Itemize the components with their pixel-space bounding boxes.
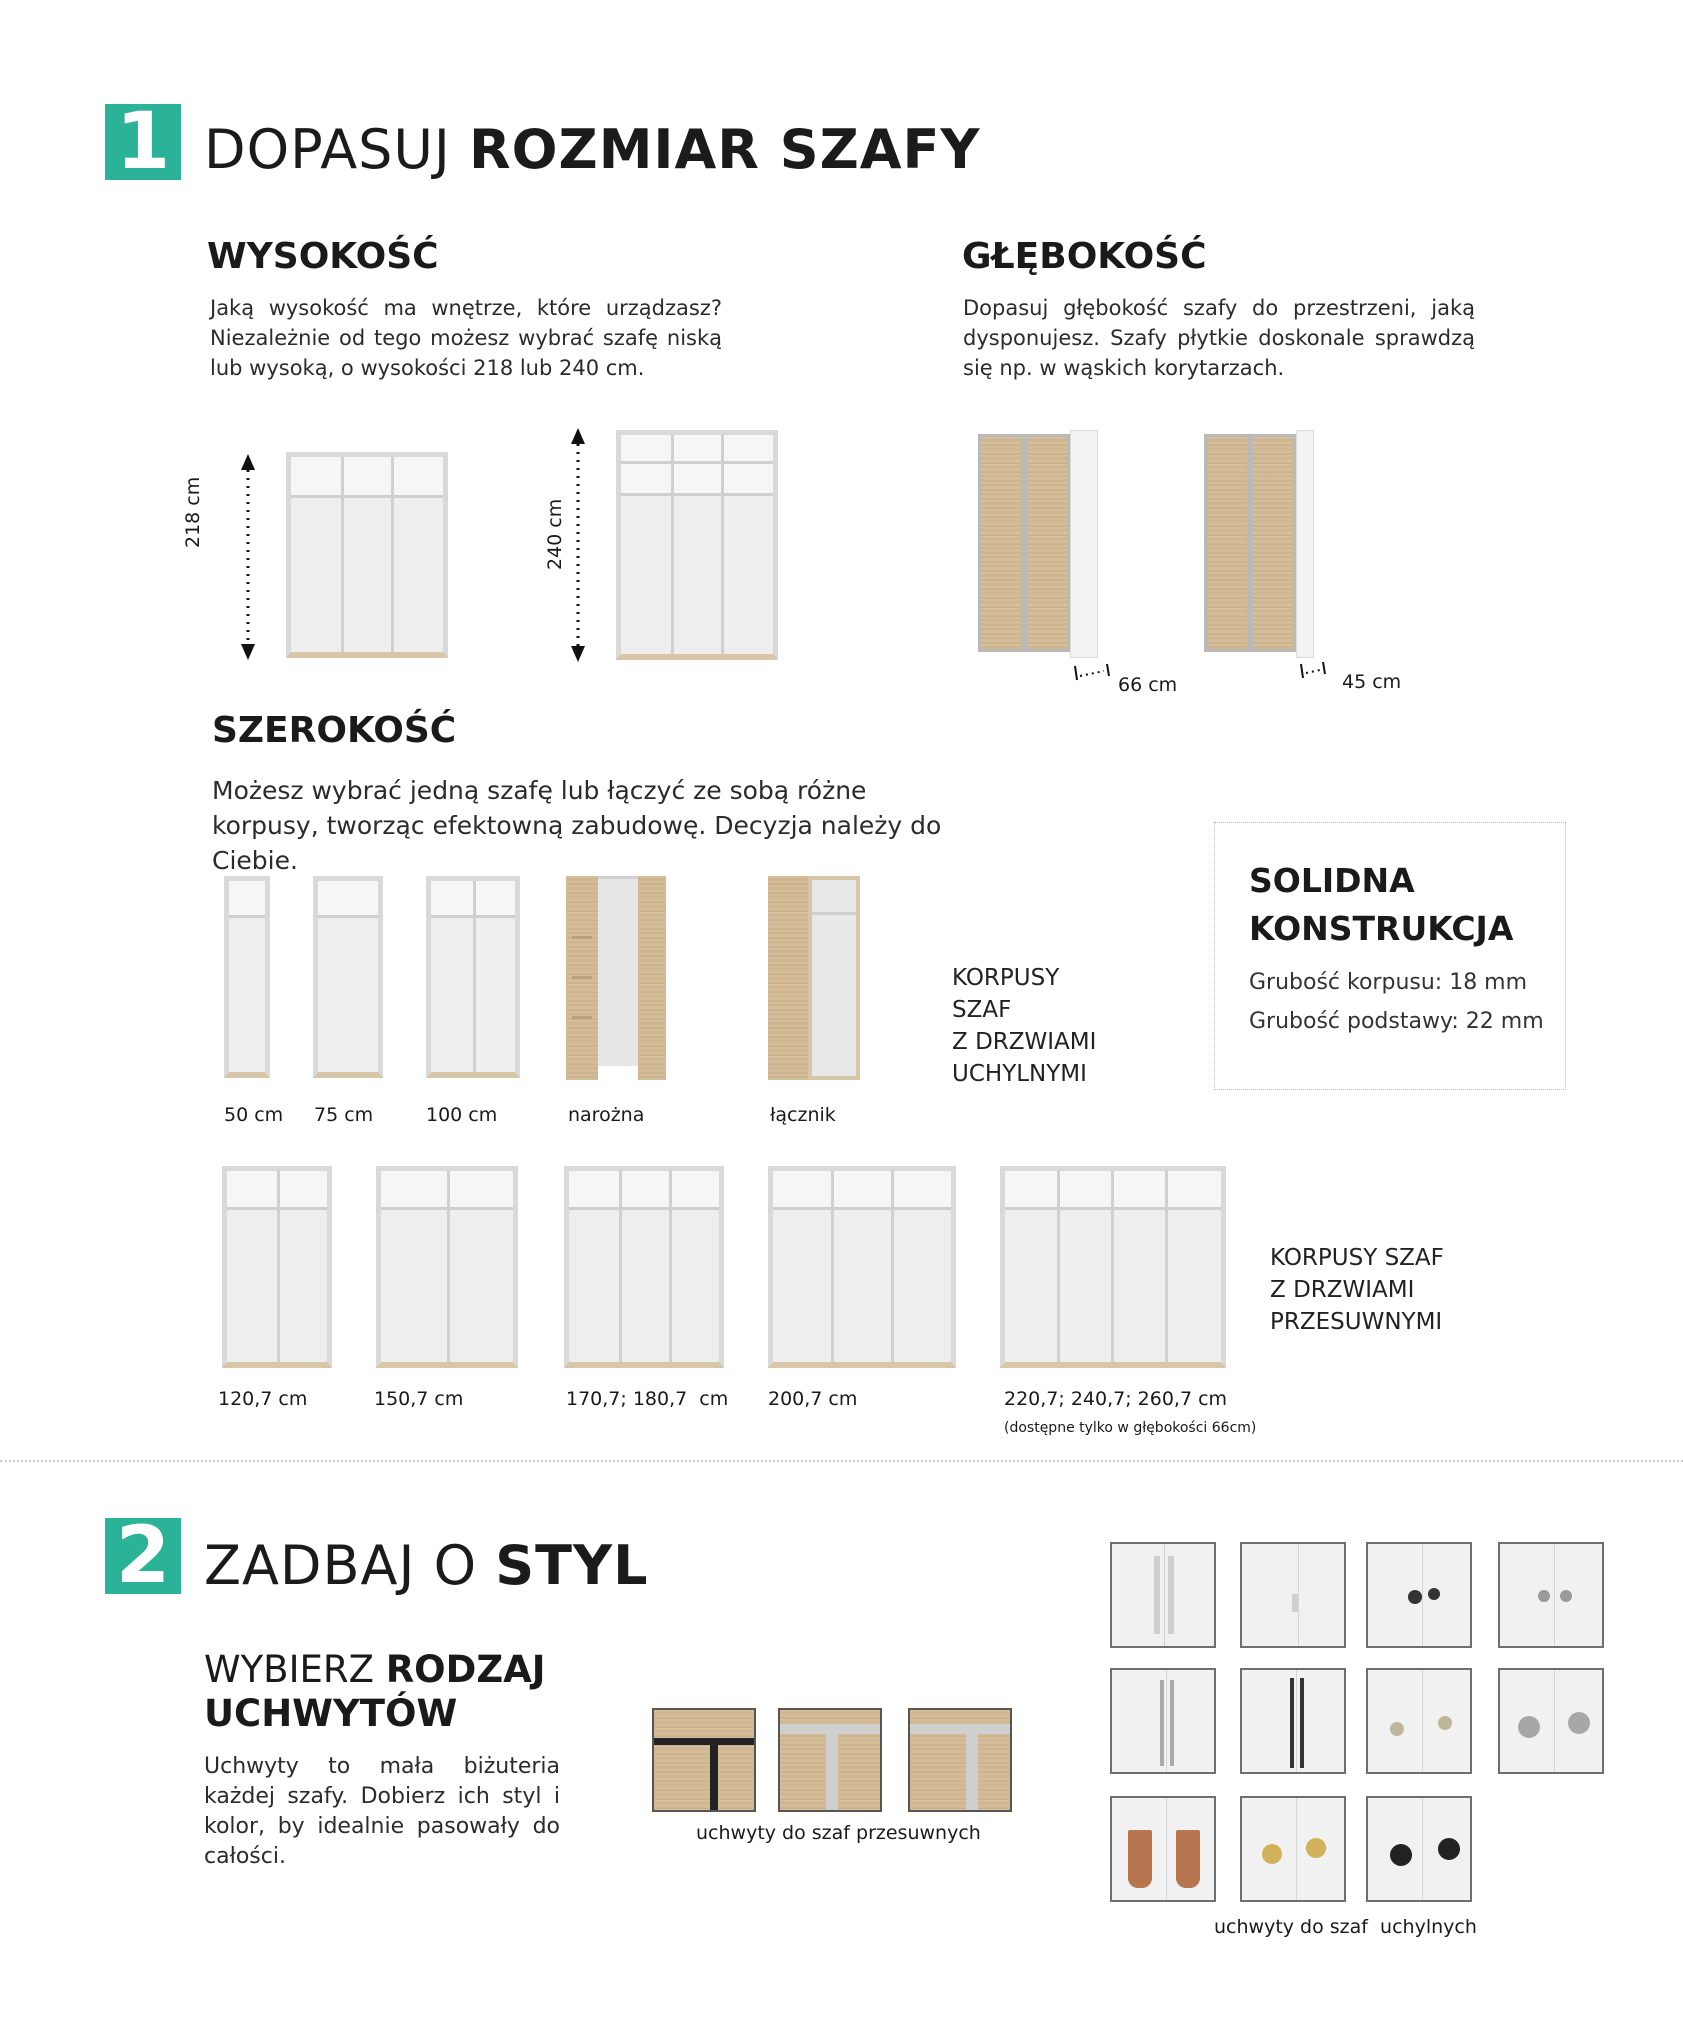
hinged-label-corner: narożna [568, 1104, 645, 1126]
hinged-handle-silver-bar-long [1110, 1542, 1216, 1648]
hinged-handle-leather-tab [1110, 1796, 1216, 1902]
handles-text: Uchwyty to mała biżuteria każdej szafy. Dobierz ich styl i kolor, by idealnie pasowały do całości. [204, 1754, 560, 1869]
sliding-note: (dostępne tylko w głębokości 66cm) [1004, 1420, 1257, 1436]
hinged-group-label: KORPUSY SZAF Z DRZWIAMI UCHYLNYMI [952, 965, 1097, 1087]
height-218-label: 218 cm [182, 476, 204, 548]
hinged-100 [426, 876, 520, 1078]
depth-heading: GŁĘBOKOŚĆ [962, 236, 1207, 277]
section-2-title [204, 1534, 649, 1597]
construction-box [1214, 822, 1566, 1090]
sliding-200 [768, 1166, 956, 1368]
hinged-handle-silver-short [1240, 1542, 1346, 1648]
sliding-label-170-180: 170,7; 180,7 cm [566, 1388, 729, 1410]
wardrobe-240 [616, 430, 778, 660]
sliding-label-150: 150,7 cm [374, 1388, 464, 1410]
hinged-connector [768, 876, 860, 1080]
section-2-title-bold: STYL [495, 1534, 649, 1597]
depth-45-marker [1298, 662, 1328, 680]
hinged-handle-black-round [1366, 1796, 1472, 1902]
height-240-arrow [566, 428, 590, 662]
hinged-handles-caption: uchwyty do szaf uchylnych [1214, 1916, 1477, 1938]
hinged-handle-black-bar [1240, 1668, 1346, 1774]
depth-45-label: 45 cm [1342, 671, 1402, 693]
width-text: Możesz wybrać jedną szafę lub łączyć ze sobą różne korpusy, tworząc efektowną zabudowę. Decyzja należy do Ciebie. [212, 776, 942, 875]
depth-66-marker [1072, 664, 1112, 682]
hinged-label-100: 100 cm [426, 1104, 498, 1126]
section-2-number: 2 [105, 1518, 181, 1594]
hinged-handle-brass-knob [1366, 1668, 1472, 1774]
construction-line-2: Grubość podstawy: 22 mm [1249, 1009, 1544, 1034]
hinged-handle-silver-bar [1110, 1668, 1216, 1774]
section-2-title-light: ZADBAJ O [204, 1534, 478, 1597]
height-218-arrow [236, 454, 260, 660]
handles-heading [204, 1648, 546, 1736]
sliding-170-180 [564, 1166, 724, 1368]
wardrobe-depth-66 [974, 430, 1102, 658]
hinged-label-connector: łącznik [770, 1104, 836, 1126]
section-1-title [204, 118, 981, 181]
height-240-label: 240 cm [544, 498, 566, 570]
sliding-label-120: 120,7 cm [218, 1388, 308, 1410]
hinged-50 [224, 876, 270, 1078]
sliding-220-260 [1000, 1166, 1226, 1368]
sliding-handle-silver-2 [908, 1708, 1012, 1812]
wardrobe-depth-45 [1200, 430, 1318, 658]
handles-heading-bold-2: UCHWYTÓW [204, 1692, 458, 1735]
handles-heading-bold-1: RODZAJ [385, 1648, 546, 1691]
hinged-label-50: 50 cm [224, 1104, 284, 1126]
construction-line-1: Grubość korpusu: 18 mm [1249, 970, 1528, 995]
hinged-handle-black-knob [1366, 1542, 1472, 1648]
hinged-label-75: 75 cm [314, 1104, 374, 1126]
sliding-handle-silver-1 [778, 1708, 882, 1812]
construction-title-1: SOLIDNA [1249, 861, 1415, 900]
height-text: Jaką wysokość ma wnętrze, które urządzasz? Niezależnie od tego możesz wybrać szafę niską lub wysoką, o wysokości 218 lub 240 cm. [210, 296, 722, 380]
width-heading: SZEROKOŚĆ [212, 710, 457, 751]
sliding-label-220-260: 220,7; 240,7; 260,7 cm [1004, 1388, 1228, 1410]
height-heading: WYSOKOŚĆ [207, 236, 439, 277]
sliding-label-200: 200,7 cm [768, 1388, 858, 1410]
handles-heading-light: WYBIERZ [204, 1648, 374, 1691]
depth-text: Dopasuj głębokość szafy do przestrzeni, jaką dysponujesz. Szafy płytkie doskonale sprawdzą się np. w wąskich korytarzach. [963, 296, 1475, 380]
section-1-number: 1 [105, 104, 181, 180]
hinged-handle-steel-knob [1498, 1542, 1604, 1648]
sliding-group-label: KORPUSY SZAF Z DRZWIAMI PRZESUWNYMI [1270, 1245, 1444, 1335]
section-divider [0, 1460, 1683, 1462]
sliding-120 [222, 1166, 332, 1368]
hinged-handle-gold-knob [1240, 1796, 1346, 1902]
hinged-handle-chrome-knob [1498, 1668, 1604, 1774]
sliding-handles-caption: uchwyty do szaf przesuwnych [696, 1822, 981, 1844]
sliding-handle-black [652, 1708, 756, 1812]
sliding-150 [376, 1166, 518, 1368]
construction-title-2: KONSTRUKCJA [1249, 909, 1514, 948]
hinged-75 [313, 876, 383, 1078]
wardrobe-218 [286, 452, 448, 658]
hinged-corner [566, 876, 666, 1080]
section-1-title-light: DOPASUJ [204, 118, 451, 181]
depth-66-label: 66 cm [1118, 674, 1178, 696]
section-1-title-bold: ROZMIAR SZAFY [469, 118, 981, 181]
